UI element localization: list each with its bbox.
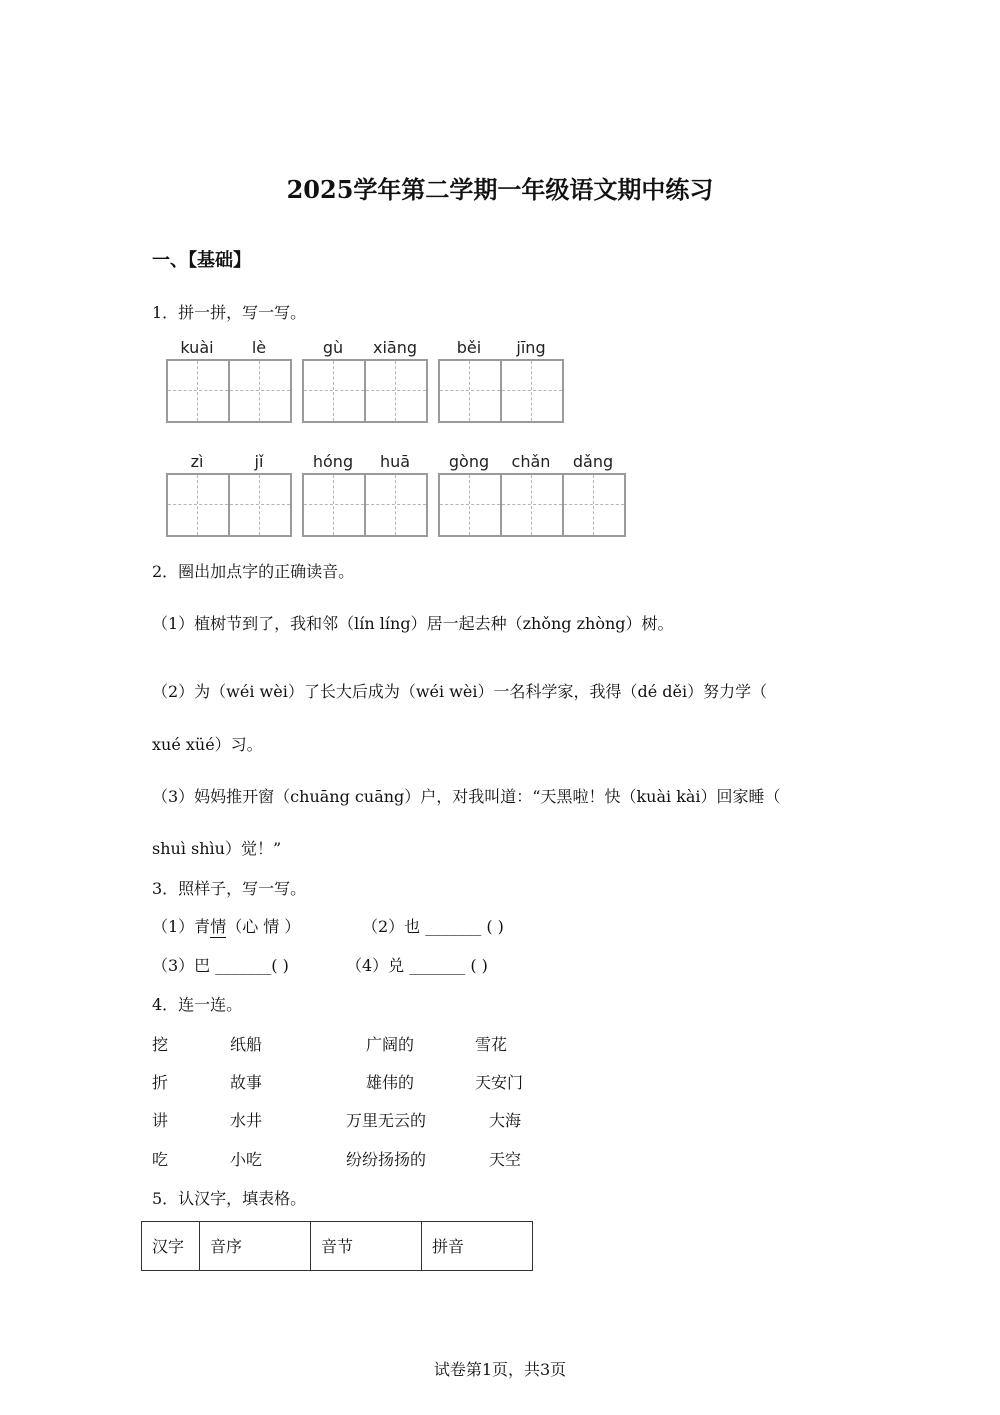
match-item[interactable]: 天安门: [475, 1073, 524, 1092]
match-item[interactable]: 挖: [152, 1035, 169, 1054]
writing-cell[interactable]: [364, 361, 426, 421]
writing-grid[interactable]: [166, 473, 292, 537]
match-item[interactable]: 大海: [489, 1111, 522, 1130]
match-item[interactable]: 雄伟的: [366, 1073, 415, 1092]
writing-cell[interactable]: [304, 475, 364, 535]
question-2-line: xué xüé）习。: [152, 735, 263, 754]
match-item[interactable]: 万里无云的: [346, 1111, 427, 1130]
question-3-item-1: [152, 914, 300, 938]
match-item[interactable]: 雪花: [475, 1035, 508, 1054]
writing-cell[interactable]: [440, 475, 500, 535]
writing-cell[interactable]: [500, 361, 562, 421]
pinyin-label: xiāng: [372, 338, 417, 357]
answer-table: [141, 1221, 533, 1271]
example-answer: 情: [210, 914, 226, 938]
question-3-label: 3．照样子，写一写。: [152, 879, 307, 898]
writing-cell[interactable]: [562, 475, 624, 535]
pinyin-label: dǎng: [572, 452, 614, 471]
question-4-label: 4．连一连。: [152, 995, 243, 1014]
question-3-item-4[interactable]: （4）兑 _______ ( ): [346, 956, 488, 975]
match-item[interactable]: 水井: [230, 1111, 263, 1130]
pinyin-label: huā: [379, 452, 411, 471]
pinyin-label: kuài: [180, 338, 214, 357]
table-row: [142, 1222, 533, 1271]
page-footer: 试卷第1页，共3页: [433, 1360, 567, 1379]
pinyin-label: hóng: [312, 452, 354, 471]
writing-cell[interactable]: [228, 361, 290, 421]
pinyin-label: chǎn: [511, 452, 551, 471]
match-item[interactable]: 纷纷扬扬的: [346, 1150, 427, 1169]
question-2-label: 2．圈出加点字的正确读音。: [152, 562, 355, 581]
writing-cell[interactable]: [500, 475, 562, 535]
page-title: 2025学年第二学期一年级语文期中练习: [286, 175, 714, 204]
pinyin-label: zì: [190, 452, 204, 471]
item-prefix: （1）青: [152, 917, 211, 936]
table-header-cell: 拼音: [422, 1222, 533, 1271]
section-heading: 一、【基础】: [152, 250, 251, 271]
match-item[interactable]: 折: [152, 1073, 169, 1092]
pinyin-label: gòng: [448, 452, 490, 471]
pinyin-label: běi: [456, 338, 482, 357]
writing-grid[interactable]: [302, 473, 428, 537]
table-header-cell: 音序: [200, 1222, 311, 1271]
match-item[interactable]: 讲: [152, 1111, 169, 1130]
pinyin-label: jīng: [516, 338, 546, 357]
writing-grid[interactable]: [438, 473, 626, 537]
writing-cell[interactable]: [168, 475, 228, 535]
writing-cell[interactable]: [304, 361, 364, 421]
table-header-cell: 音节: [311, 1222, 422, 1271]
pinyin-label: gù: [322, 338, 344, 357]
match-item[interactable]: 纸船: [230, 1035, 263, 1054]
question-3-item-3[interactable]: （3）巴 _______( ): [152, 956, 289, 975]
match-item[interactable]: 吃: [152, 1150, 169, 1169]
match-item[interactable]: 故事: [230, 1073, 263, 1092]
question-2-line: shuì shìu）觉！”: [152, 839, 282, 858]
writing-grid[interactable]: [438, 359, 564, 423]
table-header-cell: 汉字: [142, 1222, 200, 1271]
match-item[interactable]: 天空: [489, 1150, 522, 1169]
writing-cell[interactable]: [228, 475, 290, 535]
writing-cell[interactable]: [168, 361, 228, 421]
question-3-item-2[interactable]: （2）也 _______ ( ): [362, 917, 504, 936]
writing-cell[interactable]: [440, 361, 500, 421]
match-item[interactable]: 广阔的: [366, 1035, 415, 1054]
writing-grid[interactable]: [166, 359, 292, 423]
match-item[interactable]: 小吃: [230, 1150, 263, 1169]
question-5-label: 5．认汉字，填表格。: [152, 1189, 307, 1208]
pinyin-label: jǐ: [254, 452, 264, 471]
question-2-line: （3）妈妈推开窗（chuāng cuāng）户，对我叫道：“天黑啦！快（kuài kài）回家睡（: [152, 787, 781, 806]
pinyin-label: lè: [251, 338, 267, 357]
question-2-line: （1）植树节到了，我和邻（lín líng）居一起去种（zhǒng zhòng）树。: [152, 614, 674, 633]
item-tail: （心 情 ）: [226, 917, 301, 936]
writing-cell[interactable]: [364, 475, 426, 535]
question-2-line: （2）为（wéi wèi）了长大后成为（wéi wèi）一名科学家，我得（dé děi）努力学（: [152, 682, 768, 701]
question-1-label: 1．拼一拼，写一写。: [152, 303, 307, 322]
writing-grid[interactable]: [302, 359, 428, 423]
